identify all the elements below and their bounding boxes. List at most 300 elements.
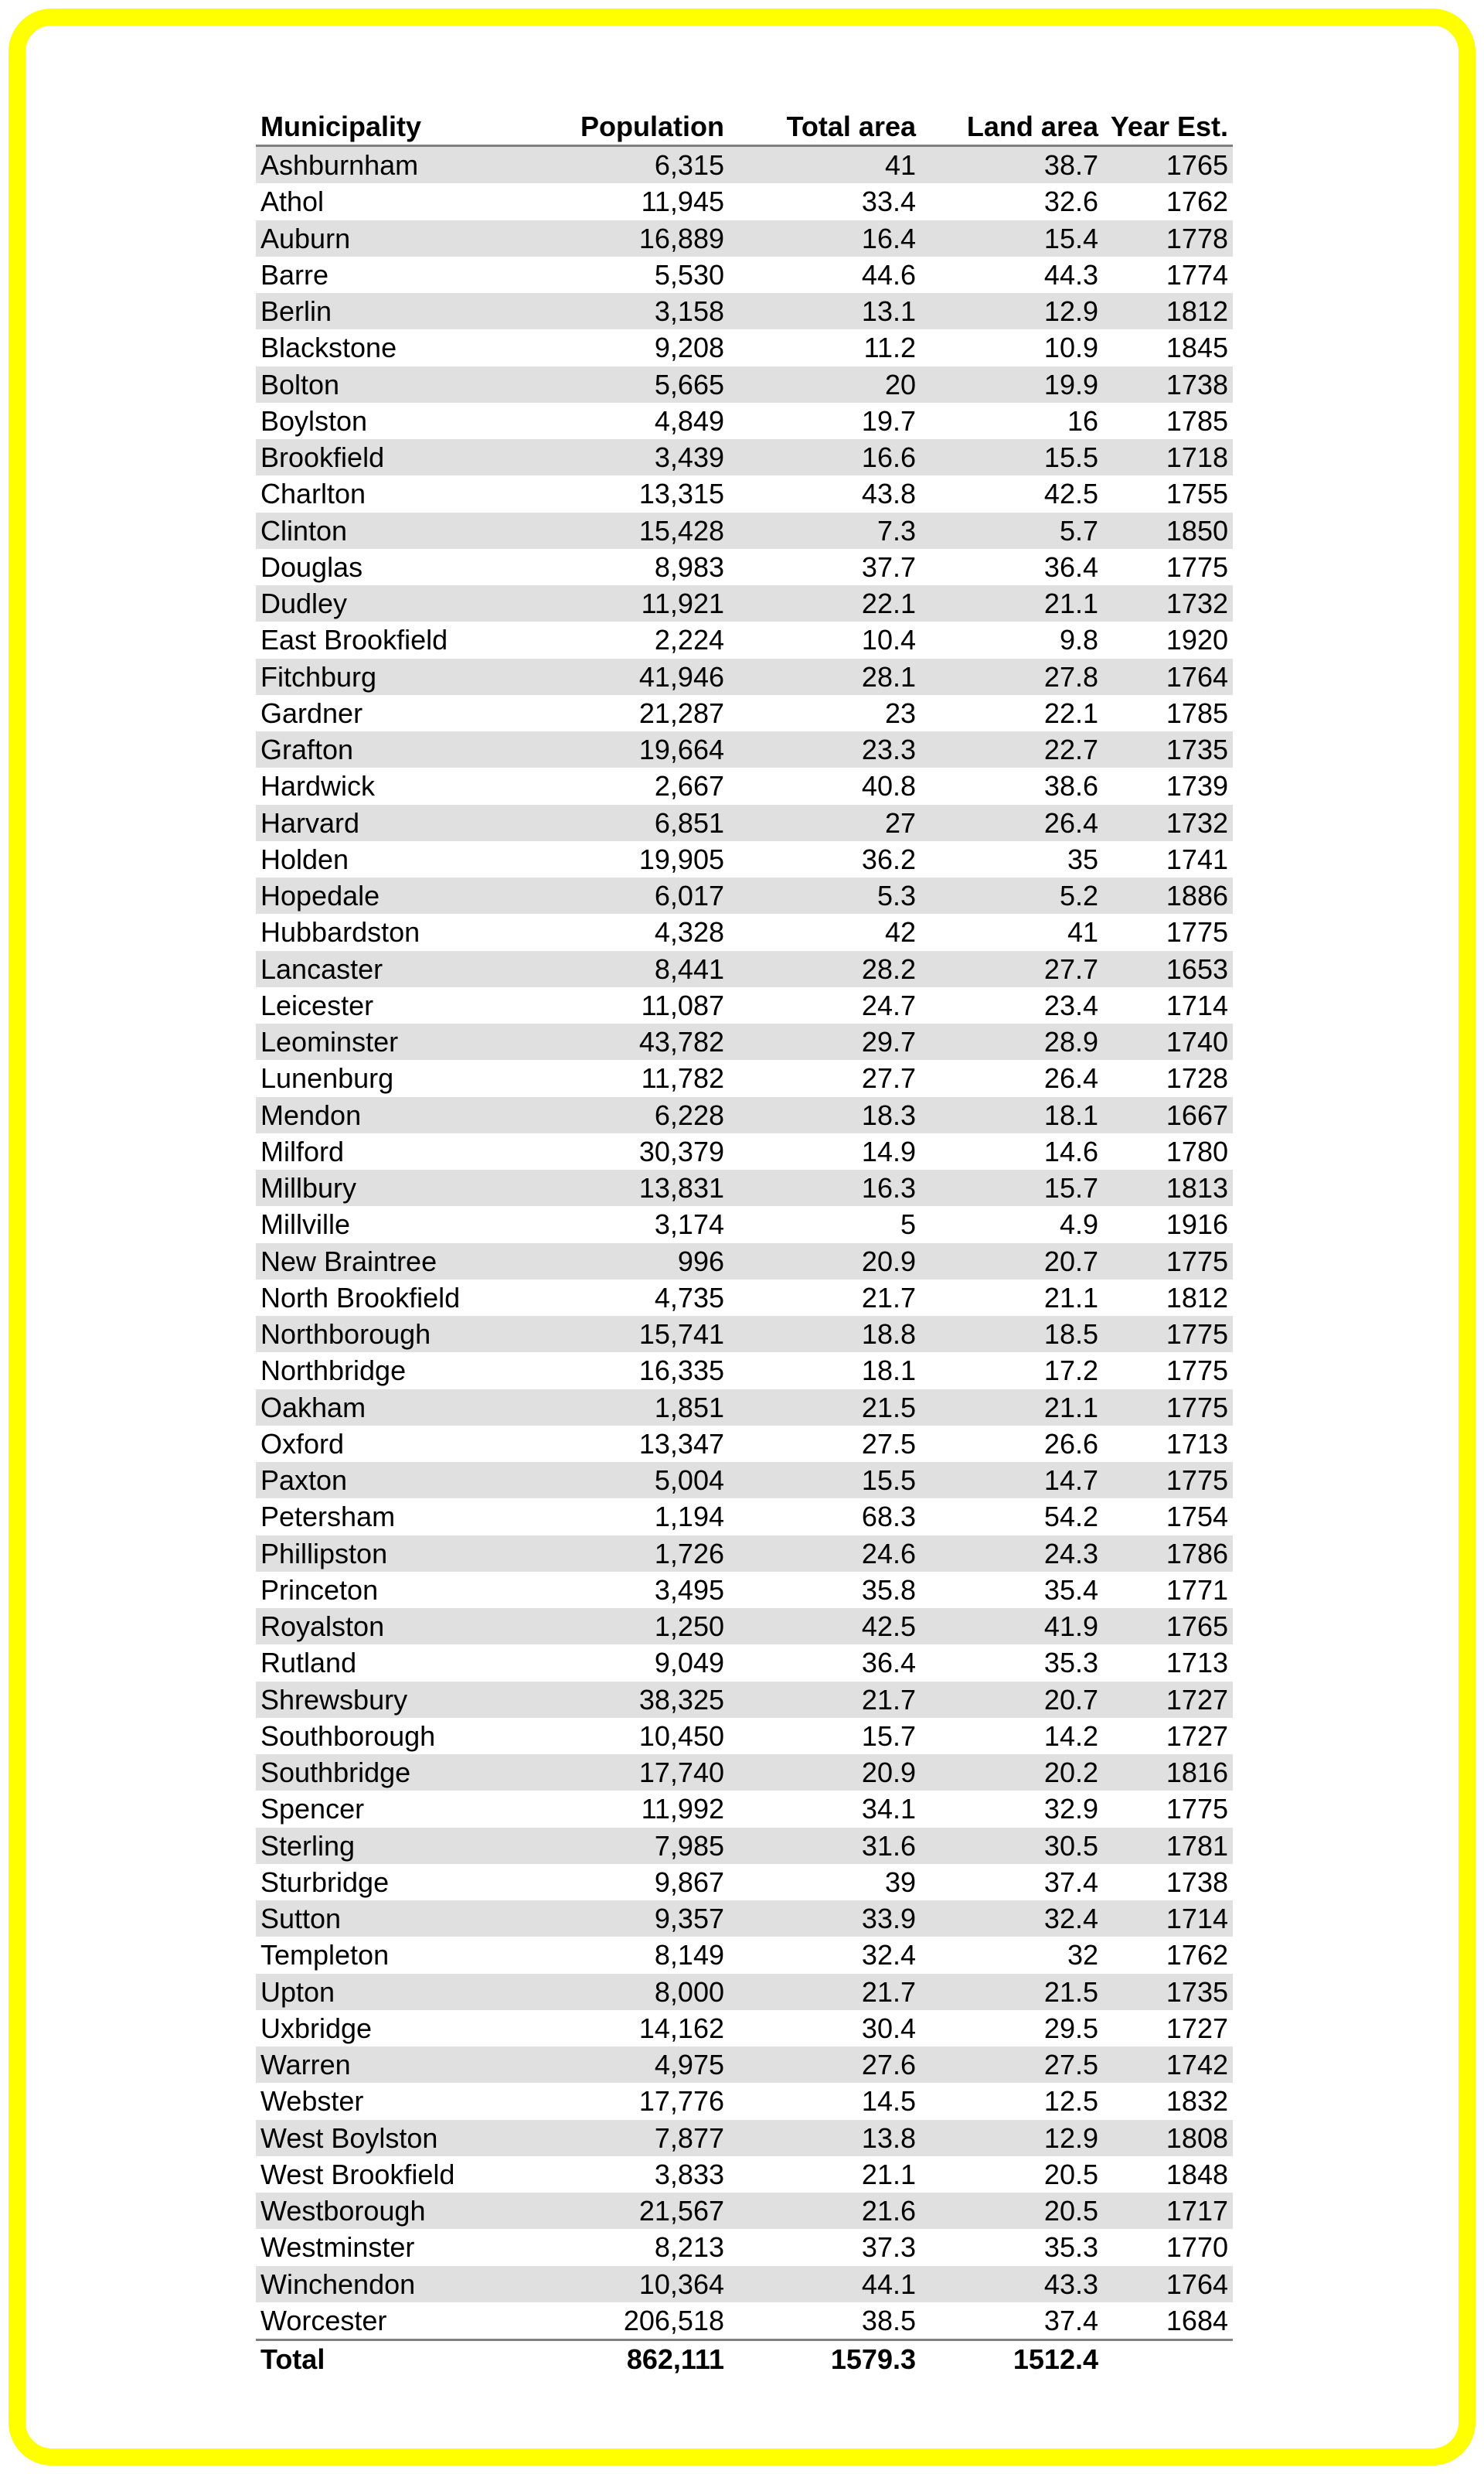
land-area-cell: 28.9 <box>921 1024 1103 1060</box>
land-area-cell: 38.7 <box>921 146 1103 184</box>
population-cell: 1,851 <box>538 1389 729 1426</box>
land-area-cell: 5.2 <box>921 877 1103 914</box>
population-cell: 38,325 <box>538 1682 729 1718</box>
total-area-cell: 16.6 <box>729 439 921 475</box>
land-area-cell: 38.6 <box>1043 770 1098 803</box>
total-area-cell: 41 <box>729 146 921 184</box>
population-cell: 4,849 <box>654 404 724 437</box>
table-row <box>256 2302 1233 2340</box>
year-est-cell: 1684 <box>1166 2304 1228 2336</box>
total-area-cell: 15.5 <box>729 1462 921 1498</box>
municipality-cell: Fitchburg <box>256 659 538 695</box>
table-row <box>256 146 1233 184</box>
year-est-cell: 1780 <box>1166 1135 1228 1167</box>
land-area-cell: 10.9 <box>1043 332 1098 364</box>
year-est-cell: 1739 <box>1166 770 1228 803</box>
total-area-cell: 42 <box>884 916 916 949</box>
header-municipality: Municipality <box>256 106 538 146</box>
table-row <box>256 1389 1233 1426</box>
table-row <box>256 1243 1233 1280</box>
land-area-cell: 42.5 <box>1043 478 1098 510</box>
total-area-cell: 28.1 <box>729 659 921 695</box>
year-est-cell: 1770 <box>1166 2231 1228 2264</box>
municipality-cell: Hubbardston <box>260 916 420 949</box>
population-cell: 2,667 <box>654 770 724 803</box>
population-cell: 2,224 <box>654 624 724 656</box>
population-cell: 3,495 <box>654 1573 724 1606</box>
population-cell: 10,450 <box>638 1719 724 1752</box>
land-area-cell: 21.1 <box>1043 1281 1098 1314</box>
municipality-cell: Leominster <box>256 1024 538 1060</box>
year-est-cell: 1713 <box>1166 1647 1228 1679</box>
total-area-cell: 7.3 <box>729 513 921 549</box>
land-area-cell: 22.1 <box>1043 697 1098 729</box>
table-row <box>256 1644 1233 1681</box>
land-area-cell: 22.7 <box>921 731 1103 768</box>
table-row <box>256 1097 1233 1133</box>
year-est-cell: 1718 <box>1103 439 1233 475</box>
year-est-cell: 1916 <box>1166 1208 1228 1241</box>
total-area-cell: 21.7 <box>729 1974 921 2010</box>
year-est-cell: 1762 <box>1166 1939 1228 1971</box>
year-est-cell: 1765 <box>1103 1608 1233 1644</box>
header-total-area: Total area <box>729 106 921 146</box>
land-area-cell: 5.7 <box>921 513 1103 549</box>
population-cell: 3,439 <box>538 439 729 475</box>
population-cell: 19,905 <box>638 843 724 875</box>
total-area-cell: 21.1 <box>861 2158 916 2190</box>
population-cell: 15,741 <box>538 1316 729 1352</box>
year-est-cell: 1732 <box>1103 805 1233 841</box>
total-area-cell: 18.8 <box>729 1316 921 1352</box>
municipality-cell: Hopedale <box>256 877 538 914</box>
population-cell: 30,379 <box>638 1135 724 1167</box>
year-est-cell: 1732 <box>1103 585 1233 622</box>
population-cell: 8,213 <box>654 2231 724 2264</box>
year-est-cell: 1850 <box>1103 513 1233 549</box>
table-row <box>256 695 1233 731</box>
municipality-cell: Royalston <box>256 1608 538 1644</box>
table-row <box>256 1535 1233 1572</box>
total-area-cell: 36.2 <box>861 843 916 875</box>
land-area-cell: 32.9 <box>1043 1793 1098 1825</box>
year-est-cell: 1775 <box>1103 1243 1233 1280</box>
table-row <box>256 987 1233 1024</box>
total-area-cell: 23 <box>884 697 916 729</box>
total-area-cell: 37.7 <box>861 550 916 583</box>
municipality-cell: Uxbridge <box>260 2012 373 2044</box>
municipality-cell: Worcester <box>260 2304 387 2336</box>
municipality-cell: Winchendon <box>256 2266 538 2302</box>
population-cell: 11,945 <box>641 186 724 218</box>
year-est-cell: 1812 <box>1103 293 1233 329</box>
year-est-cell: 1886 <box>1103 877 1233 914</box>
total-area-cell: 29.7 <box>729 1024 921 1060</box>
table-row <box>256 585 1233 622</box>
municipality-cell: Ashburnham <box>256 146 538 184</box>
table-row <box>256 1352 1233 1389</box>
population-cell: 8,983 <box>654 550 724 583</box>
year-est-cell: 1775 <box>1166 1355 1228 1387</box>
year-est-cell: 1774 <box>1166 258 1228 291</box>
header-row <box>256 106 1233 146</box>
population-cell: 9,357 <box>538 1900 729 1937</box>
table-row <box>256 403 1233 439</box>
year-est-cell: 1653 <box>1103 951 1233 987</box>
year-est-cell: 1762 <box>1166 186 1228 218</box>
year-est-cell: 1764 <box>1103 2266 1233 2302</box>
population-cell: 1,726 <box>538 1535 729 1572</box>
population-cell: 6,017 <box>538 877 729 914</box>
municipality-cell: Gardner <box>260 697 363 729</box>
municipality-cell: Milford <box>260 1135 345 1167</box>
table-row <box>256 2156 1233 2193</box>
land-area-cell: 14.7 <box>921 1462 1103 1498</box>
population-cell: 5,665 <box>538 366 729 403</box>
land-area-cell: 12.5 <box>1043 2085 1098 2118</box>
total-area-cell: 28.2 <box>729 951 921 987</box>
total-area-cell: 44.6 <box>861 258 916 291</box>
municipality-cell: West Brookfield <box>260 2158 455 2190</box>
table-row <box>256 1462 1233 1498</box>
total-area-cell: 68.3 <box>861 1501 916 1533</box>
population-cell: 996 <box>538 1243 729 1280</box>
table-row <box>256 1864 1233 1900</box>
land-area-cell: 26.4 <box>921 805 1103 841</box>
population-cell: 19,664 <box>538 731 729 768</box>
municipality-cell: Douglas <box>260 550 363 583</box>
total-area-cell: 39 <box>884 1866 916 1898</box>
municipality-cell: Dudley <box>256 585 538 622</box>
year-est-cell: 1920 <box>1166 624 1228 656</box>
population-cell: 4,735 <box>654 1281 724 1314</box>
total-row <box>256 2340 1233 2378</box>
table-row <box>256 1316 1233 1352</box>
population-cell: 6,315 <box>538 146 729 184</box>
table-row <box>256 1206 1233 1242</box>
municipality-cell: West Boylston <box>256 2120 538 2156</box>
land-area-cell: 20.2 <box>921 1754 1103 1791</box>
total-area-cell: 33.4 <box>861 186 916 218</box>
total-area-cell: 21.5 <box>729 1389 921 1426</box>
year-est-cell: 1775 <box>1166 1793 1228 1825</box>
year-est-cell: 1775 <box>1103 1389 1233 1426</box>
table-row <box>256 622 1233 658</box>
population-cell: 21,567 <box>538 2193 729 2229</box>
land-area-cell: 15.4 <box>921 220 1103 257</box>
land-area-cell: 36.4 <box>1043 550 1098 583</box>
population-cell: 3,158 <box>538 293 729 329</box>
year-est-cell: 1765 <box>1103 146 1233 184</box>
municipality-cell: East Brookfield <box>260 624 448 656</box>
table-row <box>256 1754 1233 1791</box>
municipality-cell: Mendon <box>256 1097 538 1133</box>
year-est-cell: 1771 <box>1166 1573 1228 1606</box>
land-area-cell: 54.2 <box>1043 1501 1098 1533</box>
total-area-cell: 42.5 <box>729 1608 921 1644</box>
total-area-cell: 21.7 <box>861 1281 916 1314</box>
total-area-cell: 14.5 <box>861 2085 916 2118</box>
land-area-cell: 12.9 <box>921 2120 1103 2156</box>
total-area-cell: 32.4 <box>861 1939 916 1971</box>
municipality-cell: Holden <box>260 843 349 875</box>
population-cell: 21,287 <box>638 697 724 729</box>
land-area-cell: 35.3 <box>1043 1647 1098 1679</box>
table-row <box>256 1572 1233 1608</box>
land-area-cell: 29.5 <box>1043 2012 1098 2044</box>
land-area-cell: 27.7 <box>921 951 1103 987</box>
year-est-cell: 1832 <box>1166 2085 1228 2118</box>
municipality-cell: Westminster <box>260 2231 415 2264</box>
total-area-cell: 16.4 <box>729 220 921 257</box>
municipality-cell: Blackstone <box>260 332 397 364</box>
municipality-cell: Templeton <box>260 1939 390 1971</box>
year-est-cell: 1667 <box>1103 1097 1233 1133</box>
table-row <box>256 475 1233 512</box>
table-row <box>256 1608 1233 1644</box>
land-area-cell: 15.7 <box>921 1170 1103 1206</box>
population-cell: 10,364 <box>538 2266 729 2302</box>
population-cell: 13,831 <box>538 1170 729 1206</box>
year-est-cell: 1785 <box>1166 404 1228 437</box>
population-cell: 11,992 <box>641 1793 724 1825</box>
year-est-cell: 1775 <box>1166 550 1228 583</box>
population-cell: 16,889 <box>538 220 729 257</box>
year-est-cell: 1786 <box>1103 1535 1233 1572</box>
municipality-cell: Oakham <box>256 1389 538 1426</box>
year-est-cell: 1738 <box>1103 366 1233 403</box>
table-row <box>256 731 1233 768</box>
total-area-cell: 35.8 <box>861 1573 916 1606</box>
total-area-cell: 27 <box>729 805 921 841</box>
land-area-cell: 15.5 <box>921 439 1103 475</box>
total-area-cell: 24.6 <box>729 1535 921 1572</box>
land-area-cell: 21.5 <box>921 1974 1103 2010</box>
land-area-cell: 24.3 <box>921 1535 1103 1572</box>
municipality-cell: Barre <box>260 258 329 291</box>
population-cell: 8,149 <box>654 1939 724 1971</box>
municipality-cell: Lunenburg <box>260 1062 394 1095</box>
total-area-cell: 22.1 <box>729 585 921 622</box>
year-est-cell: 1781 <box>1103 1828 1233 1864</box>
population-cell: 206,518 <box>623 2304 724 2336</box>
municipality-cell: Upton <box>256 1974 538 2010</box>
land-area-cell: 41.9 <box>921 1608 1103 1644</box>
land-area-cell: 20.5 <box>921 2193 1103 2229</box>
land-area-cell: 18.1 <box>921 1097 1103 1133</box>
municipality-cell: Rutland <box>260 1647 357 1679</box>
municipality-cell: Hardwick <box>260 770 376 803</box>
table-row <box>256 1937 1233 1973</box>
table-row <box>256 1718 1233 1754</box>
total-area-cell: 19.7 <box>861 404 916 437</box>
population-cell: 17,740 <box>538 1754 729 1791</box>
population-cell: 16,335 <box>638 1355 724 1387</box>
municipality-cell: Sturbridge <box>260 1866 390 1898</box>
year-est-cell: 1754 <box>1166 1501 1228 1533</box>
total-population: 862,111 <box>538 2340 729 2378</box>
total-area-cell: 20.9 <box>729 1243 921 1280</box>
table-row <box>256 1060 1233 1096</box>
year-est-cell: 1778 <box>1103 220 1233 257</box>
municipality-cell: Oxford <box>260 1427 345 1460</box>
year-est-cell: 1717 <box>1103 2193 1233 2229</box>
population-cell: 6,851 <box>538 805 729 841</box>
population-cell: 43,782 <box>538 1024 729 1060</box>
municipality-cell: North Brookfield <box>260 1281 461 1314</box>
year-est-cell: 1727 <box>1103 1682 1233 1718</box>
total-area-cell: 37.3 <box>861 2231 916 2264</box>
population-cell: 14,162 <box>638 2012 724 2044</box>
land-area-cell: 43.3 <box>921 2266 1103 2302</box>
header-year-established: Year Est. <box>1103 106 1233 146</box>
land-area-cell: 30.5 <box>921 1828 1103 1864</box>
table-row <box>256 2266 1233 2302</box>
year-est-cell: 1755 <box>1166 478 1228 510</box>
year-est-cell: 1845 <box>1166 332 1228 364</box>
year-est-cell: 1728 <box>1166 1062 1228 1095</box>
year-est-cell: 1742 <box>1103 2046 1233 2083</box>
year-est-cell: 1741 <box>1166 843 1228 875</box>
year-est-cell: 1808 <box>1103 2120 1233 2156</box>
total-area-cell: 20.9 <box>729 1754 921 1791</box>
land-area-cell: 9.8 <box>1059 624 1098 656</box>
population-cell: 7,877 <box>538 2120 729 2156</box>
population-cell: 11,921 <box>538 585 729 622</box>
population-cell: 1,194 <box>654 1501 724 1533</box>
total-area-cell: 13.1 <box>729 293 921 329</box>
population-cell: 15,428 <box>538 513 729 549</box>
population-cell: 17,776 <box>638 2085 724 2118</box>
table-row <box>256 1791 1233 1827</box>
year-est-cell: 1727 <box>1166 2012 1228 2044</box>
year-est-cell: 1714 <box>1166 989 1228 1021</box>
total-area-cell: 21.6 <box>729 2193 921 2229</box>
year-est-cell: 1714 <box>1103 1900 1233 1937</box>
table-row <box>256 1498 1233 1535</box>
table-row <box>256 841 1233 877</box>
population-cell: 4,975 <box>538 2046 729 2083</box>
population-cell: 3,833 <box>654 2158 724 2190</box>
land-area-cell: 37.4 <box>1043 2304 1098 2336</box>
municipality-cell: Webster <box>260 2085 364 2118</box>
municipality-cell: Phillipston <box>256 1535 538 1572</box>
land-area-cell: 35.4 <box>1043 1573 1098 1606</box>
land-area-cell: 16 <box>1067 404 1098 437</box>
table-row <box>256 1170 1233 1206</box>
year-est-cell: 1735 <box>1103 1974 1233 2010</box>
municipality-cell: Southborough <box>260 1719 436 1752</box>
table-row <box>256 183 1233 220</box>
population-cell: 7,985 <box>538 1828 729 1864</box>
municipality-cell: Clinton <box>256 513 538 549</box>
population-cell: 1,250 <box>538 1608 729 1644</box>
municipality-cell: Boylston <box>260 404 368 437</box>
population-cell: 11,782 <box>641 1062 724 1095</box>
total-area-cell: 23.3 <box>729 731 921 768</box>
table-row <box>256 659 1233 695</box>
municipality-cell: Grafton <box>256 731 538 768</box>
population-cell: 4,328 <box>654 916 724 949</box>
table-row <box>256 1900 1233 1937</box>
municipality-cell: Berlin <box>256 293 538 329</box>
total-area-cell: 44.1 <box>729 2266 921 2302</box>
municipality-cell: Athol <box>260 186 325 218</box>
table-row <box>256 1828 1233 1864</box>
total-area-cell: 20 <box>729 366 921 403</box>
total-area-cell: 33.9 <box>729 1900 921 1937</box>
total-area-cell: 5 <box>900 1208 916 1241</box>
municipality-cell: Paxton <box>256 1462 538 1498</box>
table-row <box>256 914 1233 950</box>
municipality-cell: Lancaster <box>256 951 538 987</box>
land-area-cell: 20.5 <box>1043 2158 1098 2190</box>
total-area-cell: 11.2 <box>863 332 916 364</box>
total-area-cell: 27.5 <box>861 1427 916 1460</box>
municipality-cell: Warren <box>256 2046 538 2083</box>
municipality-cell: New Braintree <box>256 1243 538 1280</box>
municipality-cell: Leicester <box>260 989 374 1021</box>
land-area-cell: 27.5 <box>921 2046 1103 2083</box>
land-area-cell: 17.2 <box>1043 1355 1098 1387</box>
total-area-cell: 10.4 <box>861 624 916 656</box>
total-area-cell: 18.3 <box>729 1097 921 1133</box>
land-area-cell: 37.4 <box>1043 1866 1098 1898</box>
population-cell: 13,315 <box>638 478 724 510</box>
total-area-cell: 30.4 <box>861 2012 916 2044</box>
total-area-cell: 27.6 <box>729 2046 921 2083</box>
year-est-cell: 1775 <box>1166 916 1228 949</box>
total-label: Total <box>256 2340 538 2378</box>
population-cell: 9,867 <box>654 1866 724 1898</box>
population-cell: 8,000 <box>538 1974 729 2010</box>
population-cell: 41,946 <box>538 659 729 695</box>
year-est-cell: 1727 <box>1166 1719 1228 1752</box>
land-area-cell: 21.1 <box>921 585 1103 622</box>
table-row <box>256 877 1233 914</box>
land-area-cell: 20.7 <box>921 1243 1103 1280</box>
year-est-cell: 1764 <box>1103 659 1233 695</box>
land-area-cell: 19.9 <box>921 366 1103 403</box>
population-cell: 6,228 <box>538 1097 729 1133</box>
total-total-area: 1579.3 <box>729 2340 921 2378</box>
land-area-cell: 14.2 <box>1043 1719 1098 1752</box>
year-est-cell: 1813 <box>1103 1170 1233 1206</box>
table-row <box>256 1024 1233 1060</box>
land-area-cell: 35 <box>1067 843 1098 875</box>
land-area-cell: 21.1 <box>921 1389 1103 1426</box>
land-area-cell: 14.6 <box>1043 1135 1098 1167</box>
total-area-cell: 24.7 <box>861 989 916 1021</box>
table-row <box>256 2083 1233 2119</box>
municipality-cell: Millville <box>260 1208 350 1241</box>
population-cell: 5,530 <box>654 258 724 291</box>
municipality-cell: Shrewsbury <box>256 1682 538 1718</box>
total-area-cell: 18.1 <box>861 1355 916 1387</box>
total-area-cell: 36.4 <box>861 1647 916 1679</box>
table-row <box>256 805 1233 841</box>
land-area-cell: 20.7 <box>921 1682 1103 1718</box>
year-est-cell: 1738 <box>1166 1866 1228 1898</box>
table-row <box>256 513 1233 549</box>
municipality-table <box>256 106 1233 2377</box>
table-row <box>256 2229 1233 2265</box>
municipality-cell: Brookfield <box>256 439 538 475</box>
total-area-cell: 13.8 <box>729 2120 921 2156</box>
municipality-cell: Princeton <box>260 1573 379 1606</box>
table-row <box>256 2010 1233 2046</box>
municipality-cell: Auburn <box>256 220 538 257</box>
